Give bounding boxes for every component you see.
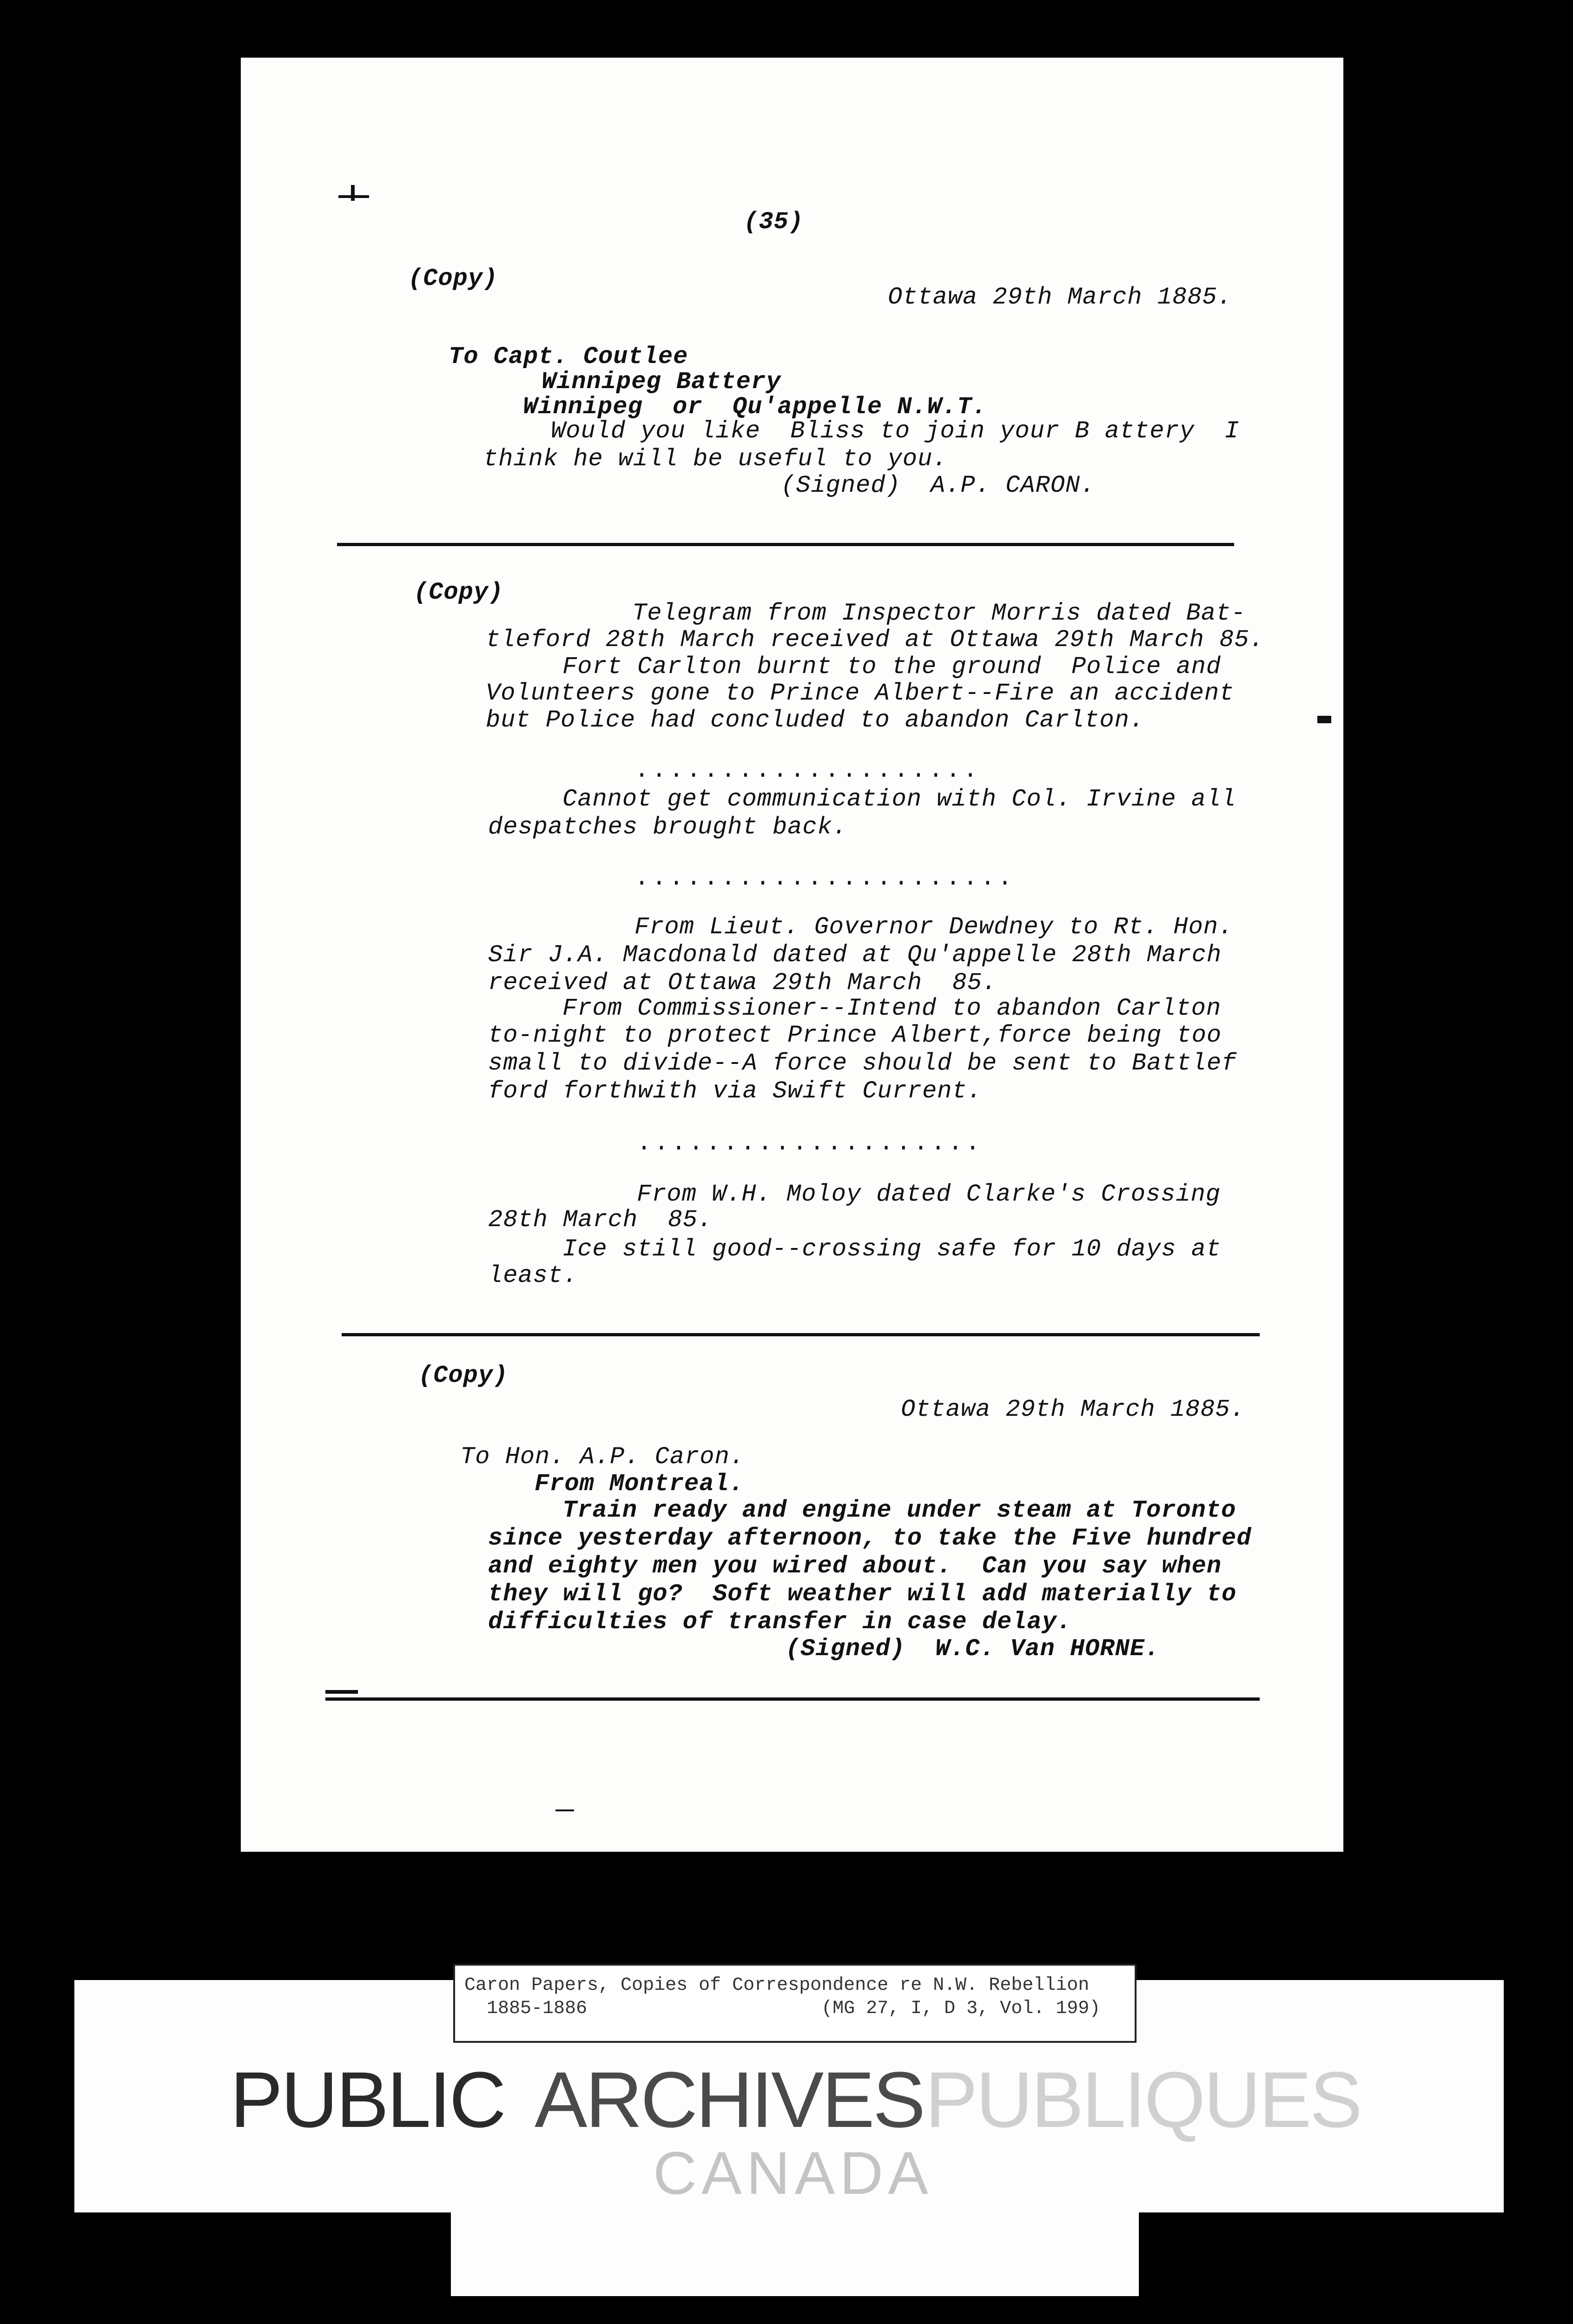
telegram-line: Ice still good--crossing safe for 10 days at xyxy=(562,1235,1222,1263)
telegram-line: Cannot get communication with Col. Irvine all xyxy=(562,786,1236,813)
copy-label: (Copy) xyxy=(414,579,504,606)
telegram-line: From W.H. Moloy dated Clarke's Crossing xyxy=(637,1181,1221,1208)
ink-mark xyxy=(351,185,355,201)
section-divider xyxy=(342,1333,1260,1336)
telegram-line: small to divide--A force should be sent to Battlef xyxy=(488,1050,1237,1077)
letter-date: Ottawa 29th March 1885. xyxy=(901,1396,1245,1423)
recipient-line: To Hon. A.P. Caron. xyxy=(460,1443,745,1471)
section-divider xyxy=(337,543,1234,546)
telegram-line: despatches brought back. xyxy=(488,813,847,841)
ink-mark xyxy=(1317,716,1331,723)
message-line: Would you like Bliss to join your B attery I xyxy=(551,417,1240,445)
page-number: (35) xyxy=(744,208,804,236)
telegram-line: Sir J.A. Macdonald dated at Qu'appelle 28th March xyxy=(488,941,1222,969)
ink-mark xyxy=(325,1690,358,1694)
separator-dots: .................... xyxy=(634,757,981,784)
telegram-line: Fort Carlton burnt to the ground Police and xyxy=(562,653,1222,680)
stamp-word-archives: ARCHIVES xyxy=(535,2056,924,2144)
telegram-line: tleford 28th March received at Ottawa 29th March 85. xyxy=(486,626,1264,654)
ink-mark xyxy=(555,1809,574,1811)
sender-line: From Montreal. xyxy=(535,1470,744,1498)
telegram-line: but Police had concluded to abandon Carlton. xyxy=(486,706,1145,734)
label-line: Caron Papers, Copies of Correspondence re N.W. Rebellion xyxy=(464,1975,1090,1996)
label-line: 1885-1886 (MG 27, I, D 3, Vol. 199) xyxy=(464,1998,1101,2019)
telegram-line: received at Ottawa 29th March 85. xyxy=(488,969,997,997)
address-line: Winnipeg or Qu'appelle N.W.T. xyxy=(523,393,987,421)
separator-dots: .................... xyxy=(637,1129,983,1157)
message-line: since yesterday afternoon, to take the Five hundred xyxy=(488,1525,1252,1552)
address-line: Winnipeg Battery xyxy=(542,368,781,396)
telegram-line: 28th March 85. xyxy=(488,1206,713,1234)
telegram-line: least. xyxy=(488,1262,578,1289)
stamp-word-canada: CANADA xyxy=(653,2139,933,2207)
stamp-word-publiques: PUBLIQUES xyxy=(925,2056,1361,2144)
message-line: Train ready and engine under steam at Toronto xyxy=(562,1497,1236,1524)
section-divider xyxy=(325,1697,1260,1701)
message-line: they will go? Soft weather will add materially to xyxy=(488,1580,1237,1608)
stamp-word-public: PUBLIC xyxy=(230,2056,505,2144)
ink-mark xyxy=(338,195,369,198)
telegram-line: Volunteers gone to Prince Albert--Fire an accident xyxy=(486,680,1235,707)
telegram-line: to-night to protect Prince Albert,force being too xyxy=(488,1022,1222,1049)
message-line: difficulties of transfer in case delay. xyxy=(488,1608,1072,1636)
separator-dots: ...................... xyxy=(634,865,1015,892)
telegram-line: From Commissioner--Intend to abandon Carlton xyxy=(562,995,1222,1022)
copy-label: (Copy) xyxy=(418,1362,509,1389)
copy-label: (Copy) xyxy=(408,265,498,292)
telegram-line: ford forthwith via Swift Current. xyxy=(488,1077,982,1105)
signature: (Signed) A.P. CARON. xyxy=(781,472,1096,499)
archive-stamp-strip xyxy=(451,2212,1139,2296)
message-line: think he will be useful to you. xyxy=(483,445,948,473)
recipient-line: To Capt. Coutlee xyxy=(449,343,688,370)
signature: (Signed) W.C. Van HORNE. xyxy=(786,1635,1160,1663)
telegram-line: From Lieut. Governor Dewdney to Rt. Hon. xyxy=(634,913,1234,941)
message-line: and eighty men you wired about. Can you say when xyxy=(488,1552,1222,1580)
archive-reference-label xyxy=(453,1964,1137,2043)
telegram-line: Telegram from Inspector Morris dated Bat- xyxy=(632,600,1246,627)
letter-date: Ottawa 29th March 1885. xyxy=(888,284,1232,311)
